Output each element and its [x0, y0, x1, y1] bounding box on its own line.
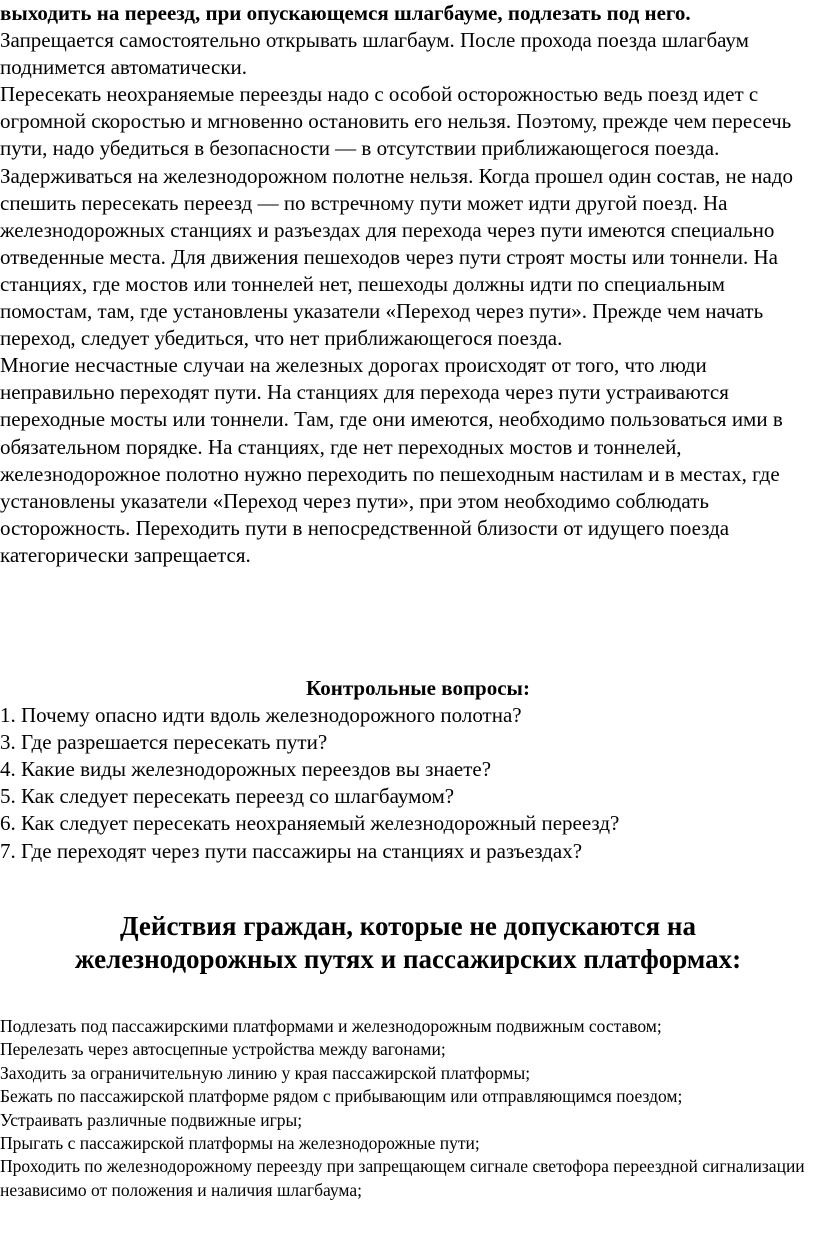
prohibited-actions-list: [0, 1015, 816, 1202]
paragraph: Пересекать неохраняемые переезды надо с особой осторожностью ведь поезд идет с огромной скоростью и мгновенно остановить его нельзя. Поэтому, прежде чем пересечь пути, надо убедиться в безопасности — в отсутствии приближающегося поезда.: [0, 82, 792, 161]
list-item: Устраивать различные подвижные игры;: [0, 1109, 303, 1130]
question-item: 6. Как следует пересекать неохраняемый железнодорожный переезд?: [0, 811, 620, 836]
list-item: Подлезать под пассажирскими платформами и железнодорожным подвижным составом;: [0, 1016, 662, 1036]
list-item: Прыгать с пассажирской платформы на железнодорожные пути;: [0, 1133, 480, 1154]
question-item: 1. Почему опасно идти вдоль железнодорожного полотна?: [0, 703, 522, 728]
paragraph: Задерживаться на железнодорожном полотне нельзя. Когда прошел один состав, не надо спешить пересекать переезд — по встречному пути может идти другой поезд. На железнодорожных станциях и разъездах для перехода через пути имеются специально отведенные места. Для движения пешеходов через пути строят мосты или тоннели. На станциях, где мостов или тоннелей нет, пешеходы должны идти по специальным помостам, там, где установлены указатели «Переход через пути». Прежде чем начать переход, следует убедиться, что нет приближающегося поезда.: [0, 163, 794, 351]
safety-text: [0, 0, 816, 569]
section-heading: [0, 910, 816, 976]
list-item: Перелезать через автосцепные устройства между вагонами;: [0, 1039, 446, 1060]
question-item: 4. Какие виды железнодорожных переездов вы знаете?: [0, 757, 492, 782]
paragraph: Запрещается самостоятельно открывать шлагбаум. После прохода поезда шлагбаум поднимется автоматически.: [0, 28, 749, 80]
paragraph: Многие несчастные случаи на железных дорогах происходят от того, что люди неправильно переходят пути. На станциях для перехода через пути устраиваются переходные мосты или тоннели. Там, где они имеются, необходимо пользоваться ими в обязательном порядке. На станциях, где нет переходных мостов и тоннелей, железнодорожное полотно нужно переходить по пешеходным настилам и в местах, где установлены указатели «Переход через пути», при этом необходимо соблюдать осторожность. Переходить пути в непосредственной близости от идущего поезда категорически запрещается.: [0, 353, 783, 567]
questions-list: [0, 702, 816, 865]
section-heading-line-2: железнодорожных путях и пассажирских платформах:: [74, 944, 742, 974]
control-questions: [0, 675, 816, 865]
list-item: Бежать по пассажирской платформе рядом с прибывающим или отправляющимся поездом;: [0, 1086, 683, 1107]
question-item: 3. Где разрешается пересекать пути?: [0, 730, 328, 755]
list-item: Заходить за ограничительную линию у края пассажирской платформы;: [0, 1062, 531, 1083]
lead-bold-text: выходить на переезд, при опускающемся шлагбауме, подлезать под него.: [0, 1, 691, 25]
questions-heading: Контрольные вопросы:: [306, 676, 530, 700]
lead-paragraph: [0, 0, 816, 27]
section-heading-line-1: Действия граждан, которые не допускаются на: [120, 911, 696, 941]
question-item: 7. Где переходят через пути пассажиры на станциях и разъездах?: [0, 838, 583, 863]
list-item: Проходить по железнодорожному переезду при запрещающем сигнале светофора переездной сигнализации независимо от положения и наличия шлагбаума;: [0, 1156, 805, 1200]
question-item: 5. Как следует пересекать переезд со шлагбаумом?: [0, 784, 455, 809]
